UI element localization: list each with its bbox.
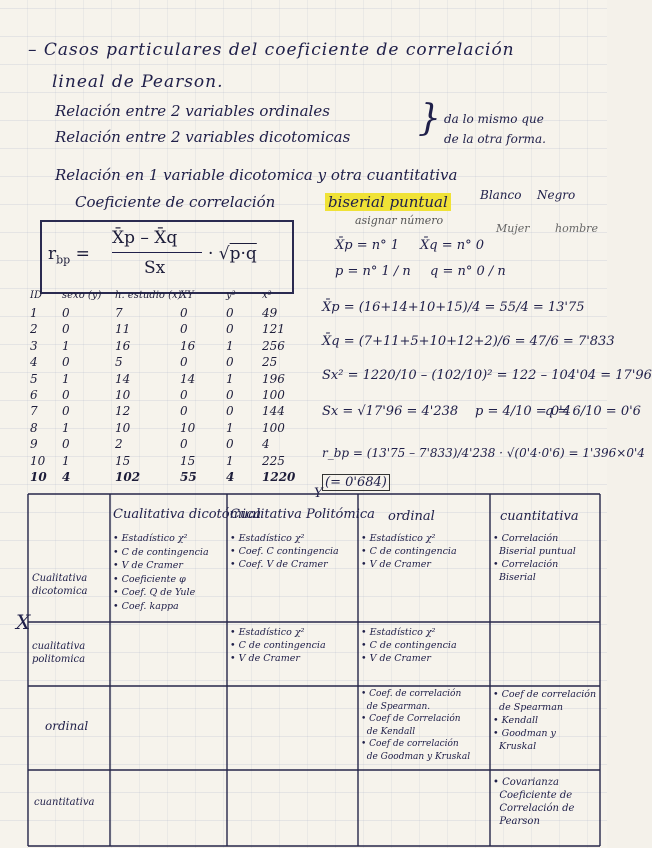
formula-r: r (48, 244, 57, 264)
row-header-1: Cualitativa dicotomica (32, 573, 88, 597)
formula-sub: bp (56, 253, 71, 267)
formula-root: p·q (229, 244, 257, 264)
table-cell: 196 (262, 371, 285, 386)
table-header: h. estudio (x) (115, 290, 182, 301)
table-cell: 0 (180, 306, 188, 320)
cell-r2c3: • Coef de correlación de Spearman • Kendall • Goodman y Kruskal (493, 689, 597, 752)
table-cell: 4 (262, 437, 270, 452)
cell-r0c1: • Estadístico χ² • Coef. C contingencia • Coef. V de Cramer (230, 533, 339, 570)
table-cell: 1 (226, 453, 234, 468)
def-xp: X̄p = n° 1 (335, 238, 400, 253)
table-total: 10 (30, 470, 47, 484)
table-cell: 15 (180, 453, 196, 468)
table-total: 102 (115, 470, 141, 484)
cell-r1c2: • Estadístico χ² • C de contingencia • V de Cramer (361, 627, 457, 664)
table-cell: 10 (180, 420, 196, 435)
col-header-2: Cualitativa Politómica (230, 507, 375, 522)
table-cell: 14 (180, 371, 196, 386)
col-header-3: ordinal (388, 509, 435, 524)
table-cell: 2 (115, 437, 123, 452)
bracket-note-1: da lo mismo que (444, 112, 544, 126)
table-cell: 6 (30, 388, 38, 402)
table-cell: 0 (180, 322, 188, 337)
table-cell: 0 (226, 322, 234, 337)
calc-rbp: r_bp = (13'75 – 7'833)/4'238 · √(0'4·0'6) = 1'396×0'4 (322, 446, 645, 460)
calc-sx2: Sx² = 1220/10 – (102/10)² = 122 – 104'04 = 17'96 (322, 368, 652, 383)
calc-xq: X̄q = (7+11+5+10+12+2)/6 = 47/6 = 7'833 (322, 334, 615, 349)
formula-box: $r_{bp}$ = X̄p – X̄q Sx · √p·q (40, 220, 294, 294)
cell-r1c1: • Estadístico χ² • C de contingencia • V de Cramer (230, 627, 326, 664)
table-total: 55 (180, 470, 197, 484)
bullet-2: Relación entre 2 variables dicotomicas (55, 128, 351, 146)
table-cell: 0 (62, 388, 70, 402)
grid-y-label: Y (314, 486, 323, 501)
row-header-4: cuantitativa (34, 797, 95, 808)
table-cell: 16 (180, 338, 196, 353)
table-cell: 15 (115, 453, 131, 468)
calc-p: p = 4/10 = 0'4 (475, 404, 571, 419)
table-cell: 144 (262, 404, 285, 419)
table-cell: 0 (180, 388, 188, 402)
calc-result: (= 0'684) (322, 474, 390, 491)
table-cell: 25 (262, 355, 278, 370)
table-cell: 11 (115, 322, 131, 337)
table-cell: 1 (226, 338, 234, 353)
table-cell: 0 (226, 306, 234, 320)
table-cell: 2 (30, 322, 38, 337)
row-header-3: ordinal (45, 719, 89, 733)
note-negro: Negro (537, 188, 576, 202)
title-line-1: – Casos particulares del coeficiente de correlación (28, 40, 515, 60)
coef-label: Coeficiente de correlación (75, 193, 276, 211)
table-cell: 100 (262, 388, 285, 402)
table-cell: 0 (226, 404, 234, 419)
grid-x-label: X (16, 610, 31, 634)
table-cell: 3 (30, 338, 38, 353)
def-p: p = n° 1 / n (335, 264, 411, 279)
table-cell: 225 (262, 453, 285, 468)
table-cell: 7 (115, 306, 123, 320)
note-mujer: Mujer (496, 222, 530, 235)
table-cell: 0 (180, 404, 188, 419)
brace: } (418, 98, 441, 139)
bullet-1: Relación entre 2 variables ordinales (55, 102, 330, 120)
bullet-3: Relación en 1 variable dicotomica y otra cuantitativa (55, 166, 458, 184)
calc-xp: X̄p = (16+14+10+15)/4 = 55/4 = 13'75 (322, 300, 585, 315)
table-cell: 14 (115, 371, 131, 386)
table-header: sexo (y) (62, 290, 102, 301)
table-header: y² (226, 290, 236, 301)
table-cell: 1 (30, 306, 38, 320)
cell-r2c2: • Coef. de correlación de Spearman. • Coef de Correlación de Kendall • Coef de correlación de Goodman y Kruskal (361, 689, 471, 762)
formula-num: X̄p – X̄q (112, 228, 178, 248)
calc-sx: Sx = √17'96 = 4'238 (322, 404, 459, 419)
table-cell: 100 (262, 420, 285, 435)
table-cell: 0 (180, 355, 188, 370)
note-blanco: Blanco (480, 188, 522, 202)
table-cell: 5 (30, 371, 38, 386)
table-cell: 0 (226, 388, 234, 402)
table-cell: 0 (62, 355, 70, 370)
def-xq: X̄q = n° 0 (420, 238, 485, 253)
table-cell: 0 (62, 404, 70, 419)
title-line-2: lineal de Pearson. (52, 72, 224, 92)
note-asignar: asignar número (355, 214, 444, 227)
table-cell: 0 (62, 437, 70, 452)
col-header-1: Cualitativa dicotómica (113, 507, 262, 522)
calc-q: q = 6/10 = 0'6 (545, 404, 641, 419)
table-total: 4 (226, 470, 235, 484)
table-cell: 1 (226, 371, 234, 386)
formula-den: Sx (144, 258, 166, 278)
table-cell: 0 (180, 437, 188, 452)
table-cell: 1 (62, 338, 70, 353)
table-cell: 0 (62, 322, 70, 337)
table-cell: 10 (30, 453, 46, 468)
table-cell: 4 (30, 355, 38, 370)
table-cell: 9 (30, 437, 38, 452)
table-cell: 0 (226, 437, 234, 452)
table-cell: 16 (115, 338, 131, 353)
cell-r0c0: • Estadístico χ² • C de contingencia • V de Cramer • Coeficiente φ • Coef. Q de Yule • Coef. kappa (113, 533, 209, 612)
col-header-4: cuantitativa (500, 509, 579, 524)
cell-r3c3: • Covarianza Coeficiente de Correlación de Pearson (493, 777, 575, 827)
bracket-note-2: de la otra forma. (444, 132, 546, 146)
table-cell: 0 (226, 355, 234, 370)
table-total: 4 (62, 470, 71, 484)
table-cell: 1 (62, 453, 70, 468)
table-cell: 8 (30, 420, 38, 435)
table-cell: 12 (115, 404, 131, 419)
coef-highlight: biserial puntual (325, 193, 451, 211)
table-total: 1220 (262, 470, 296, 484)
table-header: XY (180, 290, 194, 301)
row-header-2: cualitativa politomica (32, 641, 86, 665)
table-cell: 7 (30, 404, 38, 419)
table-cell: 1 (62, 371, 70, 386)
table-cell: 1 (62, 420, 70, 435)
cell-r0c3: • Correlación Biserial puntual • Correlación Biserial (493, 533, 576, 583)
table-header: x² (262, 290, 272, 301)
table-cell: 5 (115, 355, 123, 370)
table-cell: 256 (262, 338, 285, 353)
table-cell: 49 (262, 306, 278, 320)
table-cell: 1 (226, 420, 234, 435)
def-q: q = n° 0 / n (430, 264, 506, 279)
cell-r0c2: • Estadístico χ² • C de contingencia • V de Cramer (361, 533, 457, 570)
table-cell: 0 (62, 306, 70, 320)
note-hombre: hombre (555, 222, 598, 235)
table-cell: 10 (115, 420, 131, 435)
table-cell: 121 (262, 322, 285, 337)
table-cell: 10 (115, 388, 131, 402)
table-header: ID (30, 290, 42, 301)
